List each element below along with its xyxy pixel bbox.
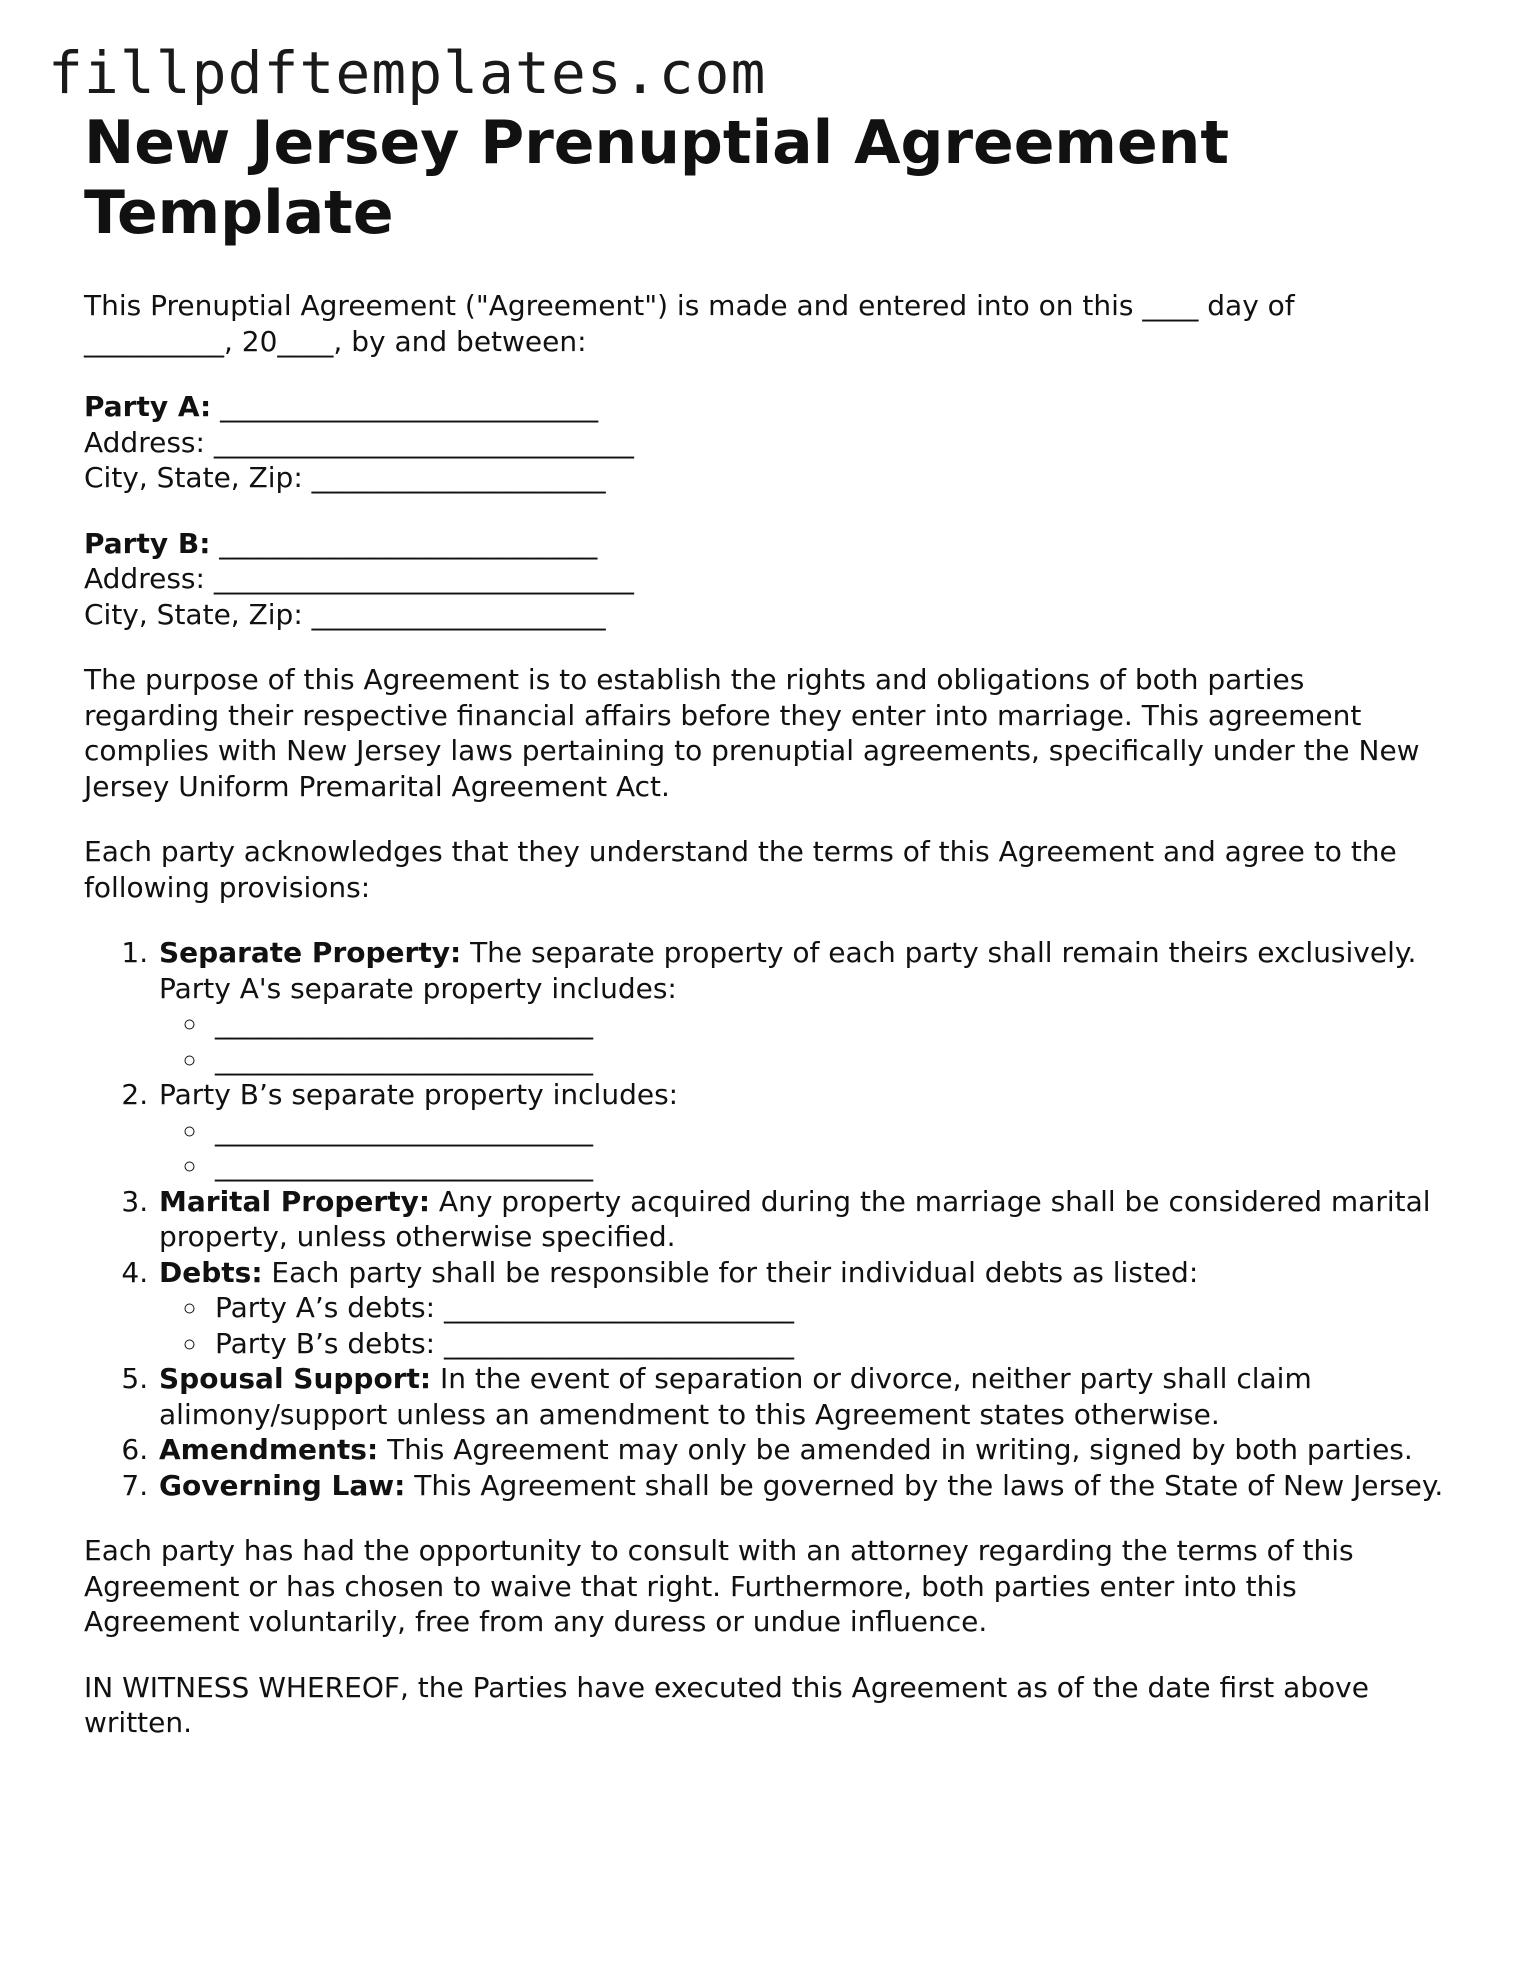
provision-heading: Governing Law:: [159, 1468, 406, 1502]
party-b-city: City, State, Zip: _____________________: [84, 597, 606, 631]
provision-sublist: [159, 1290, 1444, 1361]
party-a-name-blank: ___________________________: [211, 390, 599, 423]
provision-text: In the event of separation or divorce, neither party shall claim alimony/support unless an amendment to this Agreement states otherwise.: [159, 1362, 1312, 1431]
provision-item: [157, 935, 1444, 1077]
provision-text: Each party shall be responsible for their individual debts as listed:: [262, 1255, 1199, 1289]
consult-paragraph: Each party has had the opportunity to consult with an attorney regarding the terms of this Agreement or has chosen to waive that right. Furthermore, both parties enter into this Agreement voluntarily, free from any duress or undue influence.: [84, 1534, 1354, 1638]
provision-heading: Separate Property:: [159, 936, 462, 969]
sub-item: ◦ ___________________________: [209, 1148, 1444, 1184]
provision-text: Any property acquired during the marriage shall be considered marital property, unless otherwise specified.: [159, 1184, 1431, 1253]
party-b-block: [84, 526, 1444, 633]
party-b-name-line: [84, 526, 1444, 562]
acknowledge-paragraph: Each party acknowledges that they understand the terms of this Agreement and agree to the following provisions:: [84, 835, 1397, 904]
provision-heading: Marital Property:: [159, 1184, 431, 1218]
sub-item: ◦ Party A’s debts: _________________________: [209, 1290, 1444, 1326]
provision-text: Party B’s separate property includes:: [159, 1078, 679, 1111]
provision-text: The separate property of each party shall remain theirs exclusively. Party A's separate property includes:: [159, 936, 1417, 1005]
party-a-city: City, State, Zip: _____________________: [84, 461, 606, 494]
party-b-address: Address: ______________________________: [84, 562, 634, 595]
party-a-name-line: [84, 389, 1444, 425]
provisions-list: [84, 935, 1444, 1503]
provision-text: This Agreement may only be amended in writing, signed by both parties.: [378, 1433, 1413, 1466]
site-watermark: fillpdftemplates.com: [48, 39, 767, 107]
party-a-address: Address: ______________________________: [84, 425, 634, 459]
sub-item: ◦ ___________________________: [209, 1113, 1444, 1149]
sub-item: ◦ ___________________________: [209, 1042, 1444, 1078]
provision-text: This Agreement shall be governed by the laws of the State of New Jersey.: [405, 1468, 1444, 1502]
provision-heading: Debts:: [159, 1255, 263, 1289]
party-b-label: Party B:: [84, 526, 211, 560]
provision-item: [157, 1077, 1444, 1184]
sub-item: ◦ Party B’s debts: _________________________: [209, 1326, 1444, 1362]
provision-heading: Amendments:: [159, 1433, 379, 1466]
provision-item: [157, 1184, 1444, 1255]
provision-item: [157, 1468, 1444, 1504]
provision-sublist: [159, 1006, 1444, 1077]
witness-paragraph: IN WITNESS WHEREOF, the Parties have executed this Agreement as of the date first above written.: [84, 1670, 1369, 1739]
party-a-label: Party A:: [84, 390, 212, 423]
provision-item: [157, 1255, 1444, 1362]
page-title: New Jersey Prenuptial Agreement Template: [84, 108, 1230, 248]
party-a-block: [84, 389, 1444, 496]
purpose-paragraph: The purpose of this Agreement is to establish the rights and obligations of both parties regarding their respective financial affairs before they enter into marriage. This agreement complies with New Jersey laws pertaining to prenuptial agreements, specifically under the New Jersey Uniform Premarital Agreement Act.: [84, 663, 1420, 803]
document-page: [84, 108, 1444, 1771]
provision-item: [157, 1361, 1444, 1432]
party-b-name-blank: ___________________________: [210, 526, 598, 560]
intro-paragraph: This Prenuptial Agreement ("Agreement") is made and entered into on this ____ day of __________, 20____, by and between:: [84, 289, 1295, 358]
provision-item: [157, 1432, 1444, 1468]
provision-sublist: [159, 1113, 1444, 1184]
sub-item: ◦ ___________________________: [209, 1006, 1444, 1042]
provision-heading: Spousal Support:: [159, 1362, 432, 1395]
